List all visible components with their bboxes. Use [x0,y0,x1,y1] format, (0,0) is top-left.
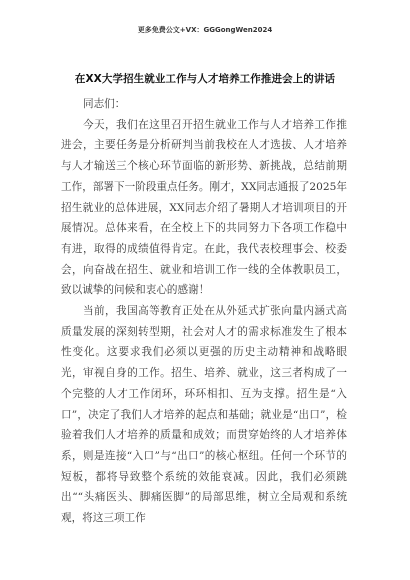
paragraph-context: 当前，我国高等教育正处在从外延式扩张向量内涵式高质量发展的深刻转型期，社会对人才的需求标准发生了根本性变化。这要求我们必须以更强的历史主动精神和战略眼光，审视自身的工作。招生、培养、就业，这三者构成了一个完整的人才工作闭环，环环相扣、互为支撑。招生是“入口”，决定了我们人才培养的起点和基础；就业是“出口”，检验着我们人才培养的质量和成效；而贯穿始终的人才培养体系，则是连接“入口”与“出口”的核心枢纽。任何一个环节的短板，都将导致整个系统的效能衰减。因此，我们必须跳出““头痛医头、脚痛医脚”的局部思维，树立全局观和系统观，将这三项工作 [61,305,347,525]
page-header-watermark: 更多免费公文+VX：GGGongWen2024 [137,26,273,34]
speech-body [61,94,347,529]
paragraph-opening: 今天，我们在这里召开招生就业工作与人才培养工作推进会，主要任务是分析研判当前我校在人才选拔、人才培养与人才输送三个核心环节面临的新形势、新挑战，总结前期工作，部署下一阶段重点任务。刚才，XX同志通报了2025年招生就业的总体进展，XX同志介绍了暑期人才培训项目的开展情况。总体来看，在全校上下的共同努力下各项工作稳中有进，取得的成绩值得肯定。在此，我代表校理事会、校委会，向奋战在招生、就业和培训工作一线的全体教职员工，致以诚挚的问候和衷心的感谢！ [61,118,347,297]
speech-title: 在XX大学招生就业工作与人才培养工作推进会上的讲话 [74,73,336,85]
salutation: 同志们： [83,98,126,110]
